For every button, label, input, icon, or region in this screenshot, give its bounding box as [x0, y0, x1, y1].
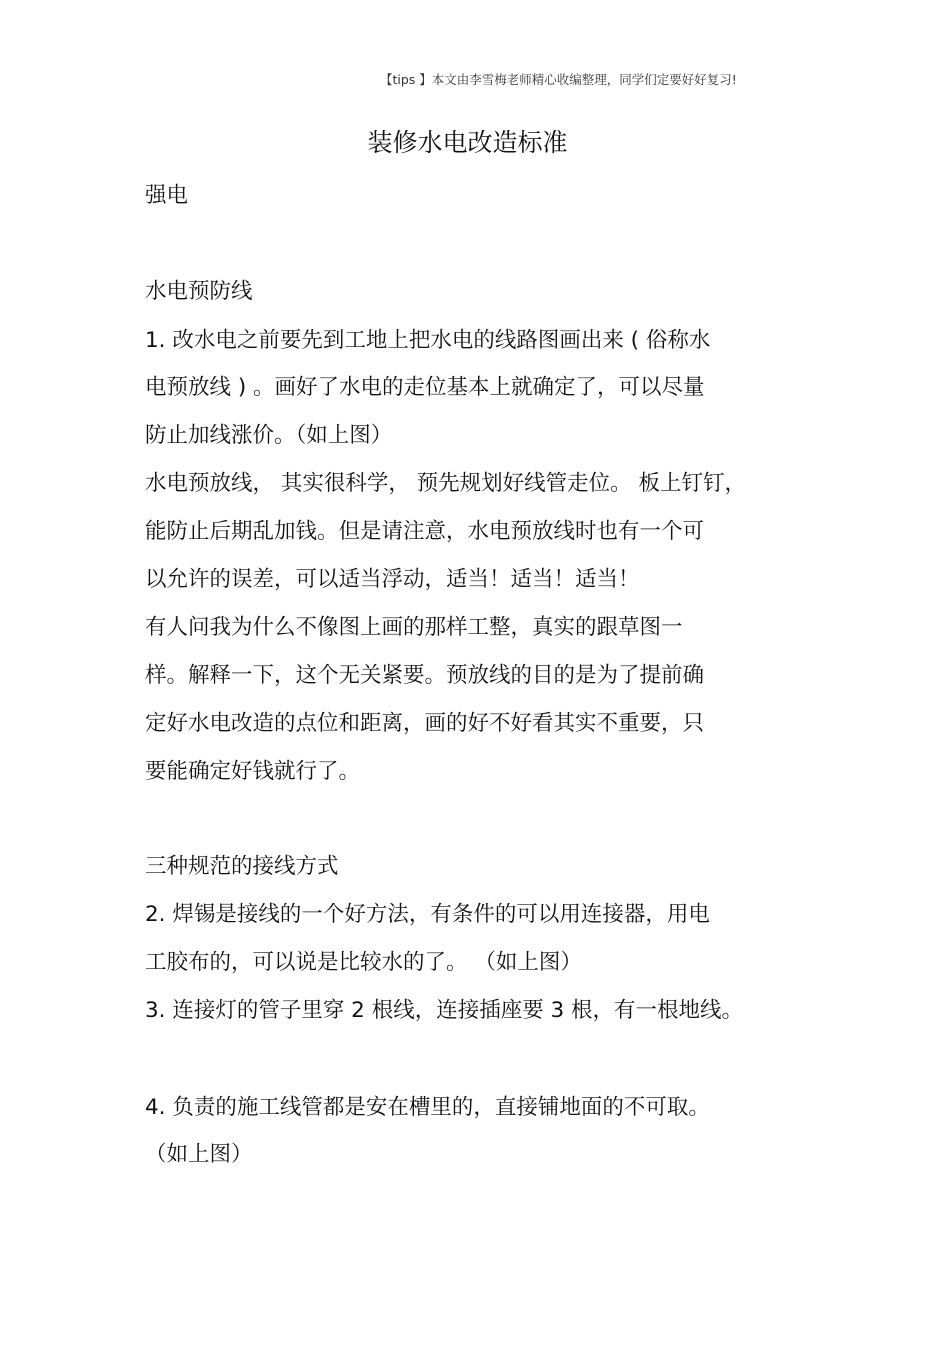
section-heading-pre-wiring: 水电预防线 [145, 279, 253, 304]
paragraph-line: 定好水电改造的点位和距离，画的好不好看其实不重要，只 [145, 711, 705, 736]
paragraph-line: 4. 负责的施工线管都是安在槽里的，直接铺地面的不可取。 [145, 1095, 710, 1120]
tips-header: 【tips 】本文由李雪梅老师精心收编整理，同学们定要好好复习! [380, 72, 737, 87]
paragraph-line: 要能确定好钱就行了。 [145, 759, 361, 784]
paragraph-line: 以允许的误差，可以适当浮动，适当！适当！适当！ [145, 567, 640, 592]
paragraph-line: 电预放线 ) 。画好了水电的走位基本上就确定了，可以尽量 [145, 375, 705, 400]
paragraph-line: 防止加线涨价。（如上图） [145, 423, 393, 448]
page-title: 装修水电改造标准 [367, 128, 568, 157]
section-heading-strong-current: 强电 [145, 183, 189, 208]
paragraph-line: 3. 连接灯的管子里穿 2 根线，连接插座要 3 根，有一根地线。 [145, 998, 744, 1023]
paragraph-line: 2. 焊锡是接线的一个好方法，有条件的可以用连接器，用电 [145, 902, 710, 927]
paragraph-line: 有人问我为什么不像图上画的那样工整，真实的跟草图一 [145, 615, 683, 640]
paragraph-line: 能防止后期乱加钱。但是请注意，水电预放线时也有一个可 [145, 519, 705, 544]
paragraph-line: 工胶布的，可以说是比较水的了。 （如上图） [145, 950, 582, 975]
paragraph-line: （如上图） [145, 1142, 253, 1167]
paragraph-line: 水电预放线， 其实很科学， 预先规划好线管走位。 板上钉钉， [145, 471, 747, 496]
section-heading-wiring-methods: 三种规范的接线方式 [145, 854, 339, 879]
paragraph-line: 1. 改水电之前要先到工地上把水电的线路图画出来 ( 俗称水 [145, 328, 711, 353]
paragraph-line: 样。解释一下，这个无关紧要。预放线的目的是为了提前确 [145, 663, 705, 688]
